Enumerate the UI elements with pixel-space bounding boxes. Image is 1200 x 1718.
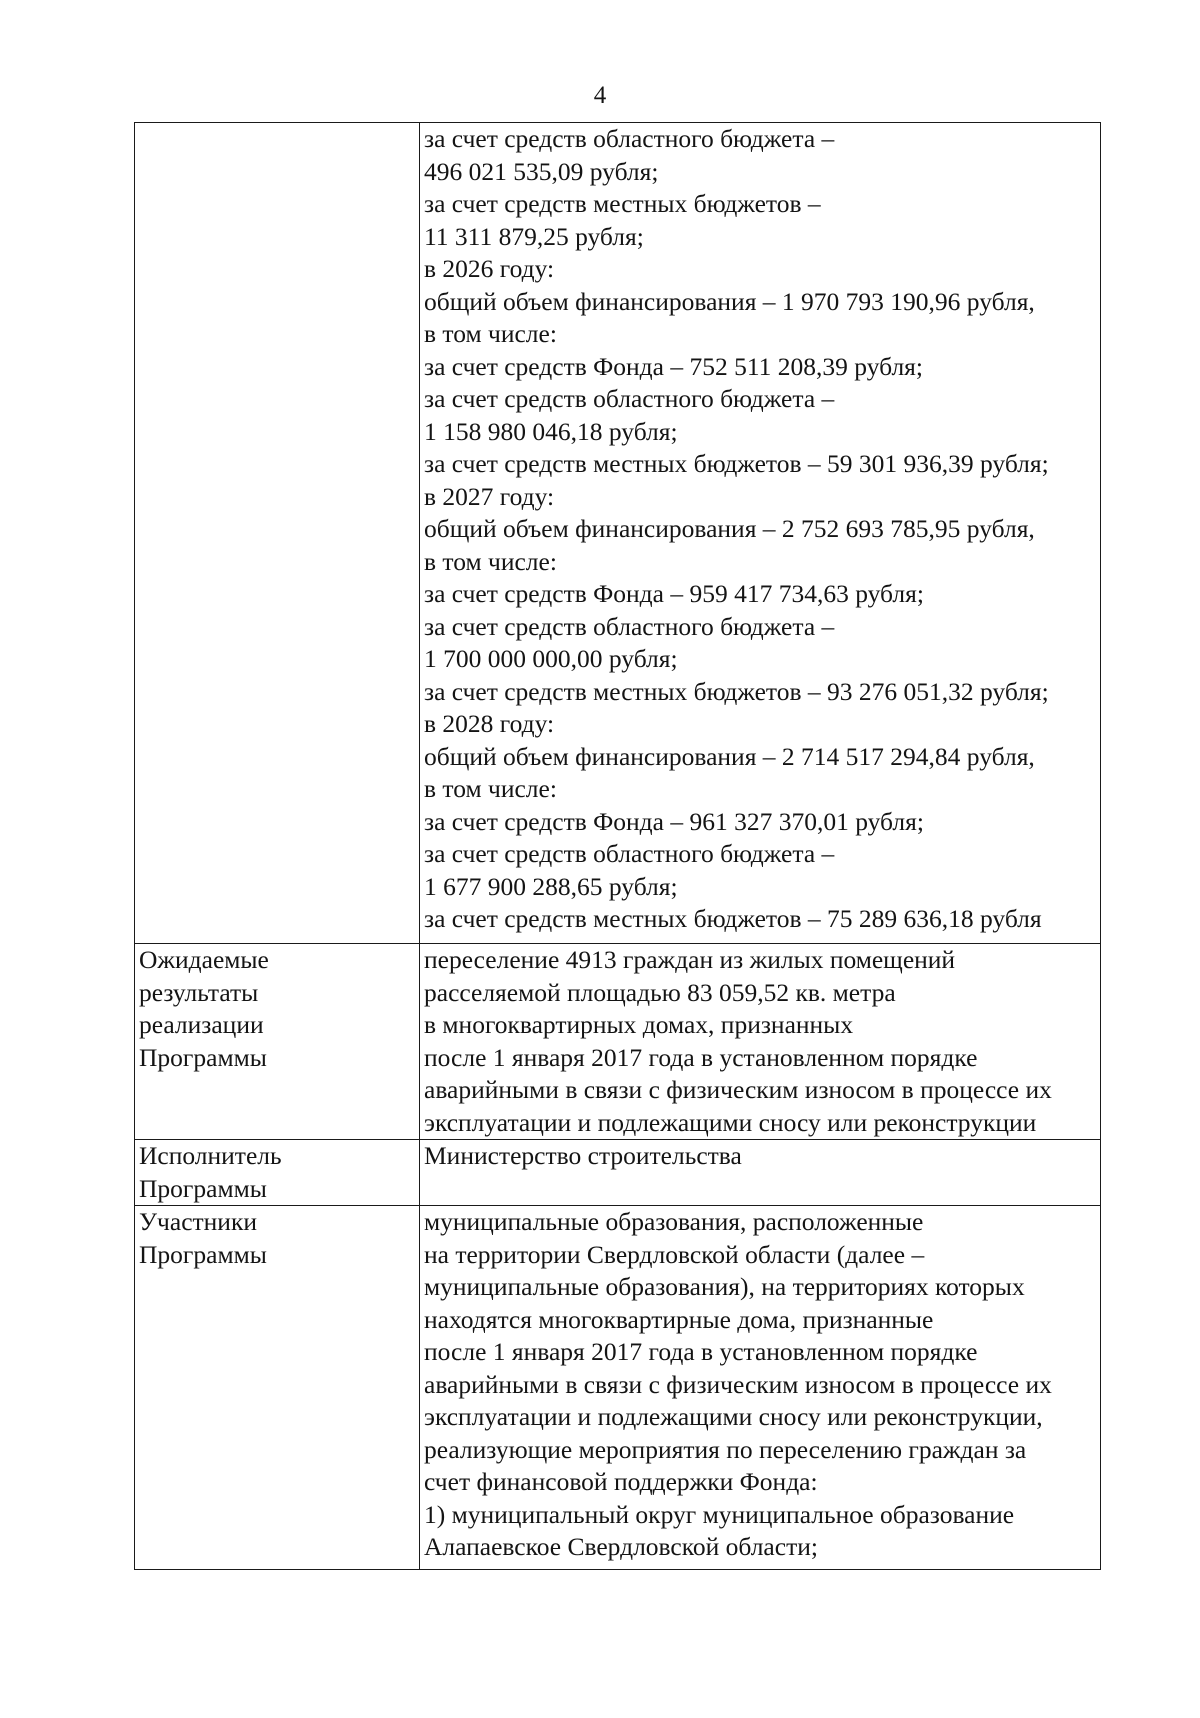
row-content-line: за счет средств Фонда – 752 511 208,39 рубля; <box>424 351 923 381</box>
row-label-line: Программы <box>139 1042 267 1072</box>
row-content-line: в том числе: <box>424 774 557 803</box>
row-content-line: общий объем финансирования – 2 752 693 785,95 рубля, <box>424 514 1035 543</box>
row-content-line: переселение 4913 граждан из жилых помещений <box>424 945 956 974</box>
row-content-line: Министерство строительства <box>424 1141 742 1170</box>
row-content-line: 1 158 980 046,18 рубля; <box>424 416 678 446</box>
page-number: 4 <box>593 82 607 109</box>
row-content-line: общий объем финансирования – 1 970 793 190,96 рубля, <box>424 286 1035 316</box>
row-content-line: аварийными в связи с физическим износом в процессе их <box>424 1075 1052 1104</box>
participants-cell <box>420 1206 1101 1570</box>
row-content-line: реализующие мероприятия по переселению граждан за <box>424 1434 1027 1464</box>
row-content-line: эксплуатации и подлежащими сносу или реконструкции, <box>424 1402 1043 1431</box>
row-content-line: Алапаевское Свердловской области; <box>424 1532 818 1561</box>
row-content-line: находятся многоквартирные дома, признанные <box>424 1304 934 1334</box>
row-content-line: расселяемой площадью 83 059,52 кв. метра <box>424 977 896 1007</box>
row-content-line: счет финансовой поддержки Фонда: <box>424 1467 818 1496</box>
table-row <box>135 1206 1101 1570</box>
row-content-line: в том числе: <box>424 546 557 576</box>
row-content-line: в 2026 году: <box>424 254 555 283</box>
row-content-line: за счет средств местных бюджетов – 59 301 936,39 рубля; <box>424 449 1049 478</box>
table-row <box>135 123 1101 944</box>
row-label-cell <box>135 123 420 944</box>
row-label-line: Программы <box>139 1173 267 1203</box>
expected-results-cell <box>420 944 1101 1140</box>
row-content-line: муниципальные образования, расположенные <box>424 1207 924 1236</box>
row-content-line: в том числе: <box>424 319 557 348</box>
table-body <box>135 123 1101 1570</box>
row-label-line: Исполнитель <box>139 1141 282 1170</box>
row-content-line: за счет средств областного бюджета – <box>424 611 835 641</box>
row-content-line: на территории Свердловской области (далее – <box>424 1239 925 1269</box>
row-content-line: в 2028 году: <box>424 709 555 738</box>
row-content-line: после 1 января 2017 года в установленном порядке <box>424 1337 978 1366</box>
row-content-line: в многоквартирных домах, признанных <box>424 1010 854 1039</box>
row-content-line: в 2027 году: <box>424 481 555 511</box>
row-content-line: за счет средств местных бюджетов – 75 289 636,18 рубля <box>424 904 1042 933</box>
row-content-line: после 1 января 2017 года в установленном порядке <box>424 1042 978 1072</box>
row-content-line: за счет средств областного бюджета – <box>424 124 835 153</box>
row-label-line: Программы <box>139 1239 267 1269</box>
row-content-line: 11 311 879,25 рубля; <box>424 221 644 251</box>
table-row <box>135 944 1101 1140</box>
row-content-line: 1) муниципальный округ муниципальное образование <box>424 1499 1015 1529</box>
financing-details-cell <box>420 123 1101 944</box>
row-content-line: за счет средств местных бюджетов – 93 276 051,32 рубля; <box>424 676 1049 706</box>
row-content-line: за счет средств областного бюджета – <box>424 384 835 413</box>
executor-cell <box>420 1140 1101 1206</box>
row-content-line: аварийными в связи с физическим износом в процессе их <box>424 1369 1052 1399</box>
row-content-line: общий объем финансирования – 2 714 517 294,84 рубля, <box>424 741 1035 771</box>
row-content-line: за счет средств местных бюджетов – <box>424 189 821 218</box>
row-content-line: муниципальные образования), на территориях которых <box>424 1272 1025 1301</box>
row-content-line: 496 021 535,09 рубля; <box>424 156 659 186</box>
row-content-line: за счет средств Фонда – 961 327 370,01 рубля; <box>424 806 924 836</box>
row-content-line: за счет средств областного бюджета – <box>424 839 835 868</box>
row-label-line: Участники <box>139 1207 257 1236</box>
row-label-line: реализации <box>139 1010 264 1039</box>
table-row <box>135 1140 1101 1206</box>
participants-label-cell <box>135 1206 420 1570</box>
program-passport-table <box>134 122 1101 1570</box>
row-content-line: 1 700 000 000,00 рубля; <box>424 644 678 673</box>
executor-label-cell <box>135 1140 420 1206</box>
row-label-line: результаты <box>139 977 259 1007</box>
row-content-line: за счет средств Фонда – 959 417 734,63 рубля; <box>424 579 924 608</box>
row-content-line: эксплуатации и подлежащими сносу или реконструкции <box>424 1107 1037 1137</box>
expected-results-label-cell <box>135 944 420 1140</box>
row-label-line: Ожидаемые <box>139 945 269 974</box>
row-content-line: 1 677 900 288,65 рубля; <box>424 871 678 901</box>
